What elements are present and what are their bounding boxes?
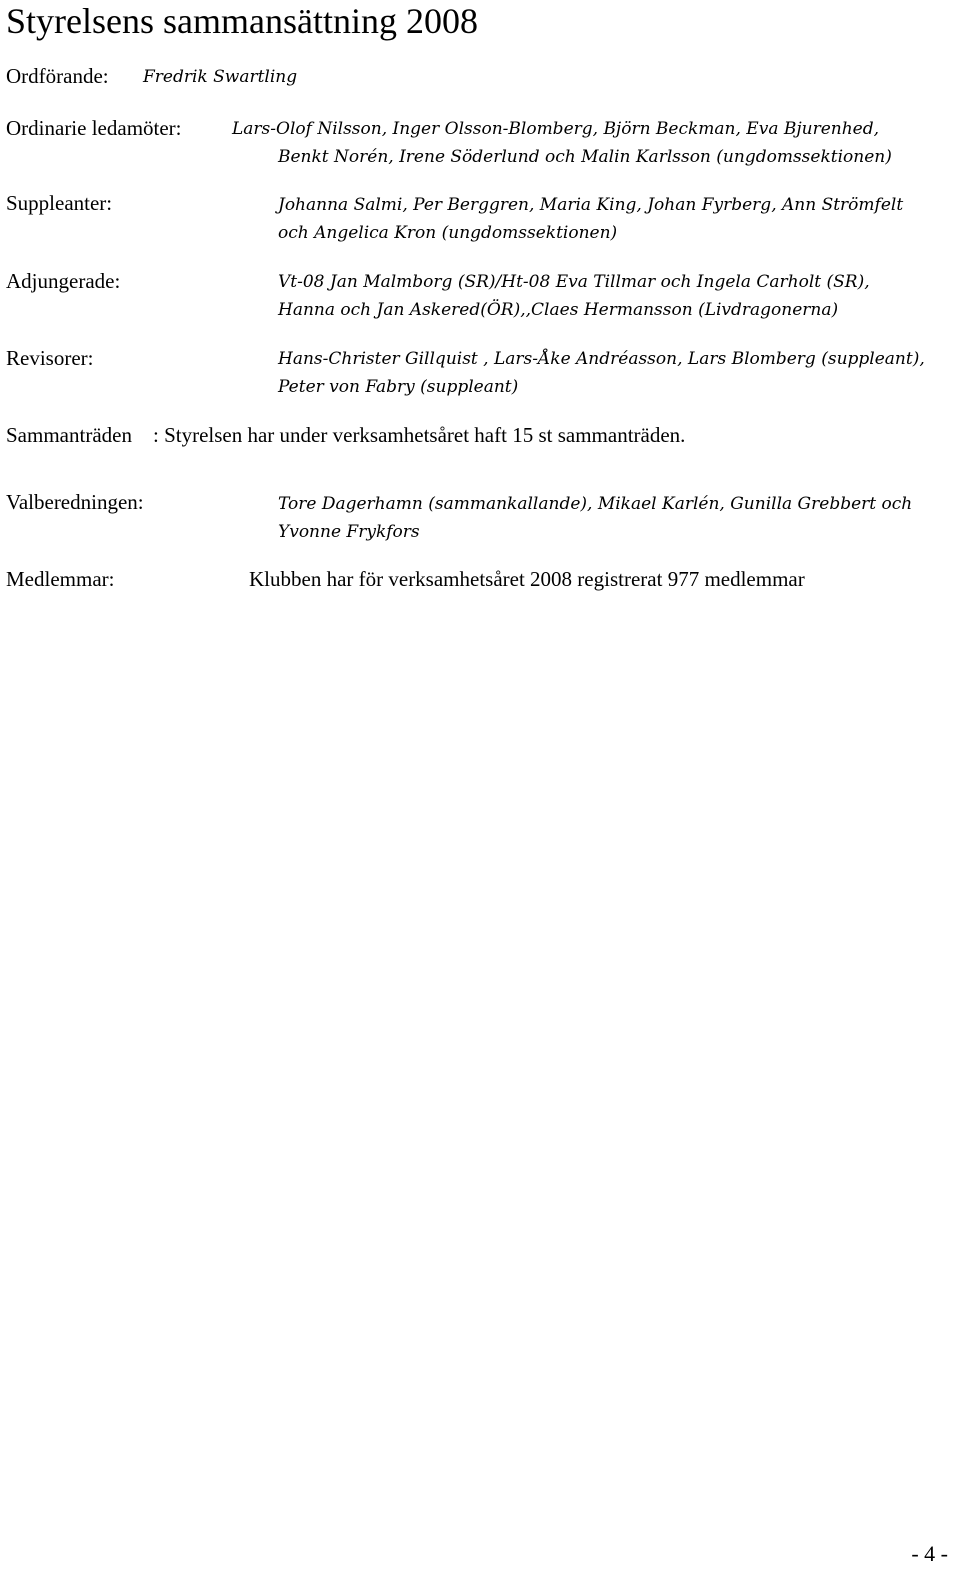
- ordinarie-label: Ordinarie ledamöter:: [6, 116, 182, 140]
- ordinarie-line-2: Benkt Norén, Irene Söderlund och Malin Karlsson (ungdomssektionen): [278, 147, 892, 167]
- suppleanter-line-1: Johanna Salmi, Per Berggren, Maria King, Johan Fyrberg, Ann Strömfelt: [278, 195, 904, 215]
- revisorer-label: Revisorer:: [6, 346, 94, 370]
- page-number: - 4 -: [911, 1541, 948, 1566]
- adjungerade-line-2: Hanna och Jan Askered(ÖR),,Claes Hermansson (Livdragonerna): [278, 300, 839, 320]
- valberedningen-label: Valberedningen:: [6, 490, 144, 514]
- medlemmar-text: Klubben har för verksamhetsåret 2008 registrerat: [249, 567, 668, 591]
- medlemmar-count: 977 medlemmar: [667, 567, 805, 591]
- adjungerade-label: Adjungerade:: [6, 269, 121, 293]
- adjungerade-line-1: Vt-08 Jan Malmborg (SR)/Ht-08 Eva Tillmar och Ingela Carholt (SR),: [278, 272, 870, 292]
- page-title: Styrelsens sammansättning 2008: [6, 1, 478, 41]
- sammantraden-label: Sammanträden: [6, 423, 132, 447]
- ordforande-label: Ordförande:: [6, 64, 109, 88]
- suppleanter-line-2: och Angelica Kron (ungdomssektionen): [278, 223, 618, 243]
- ordinarie-line-1: Lars-Olof Nilsson, Inger Olsson-Blomberg, Björn Beckman, Eva Bjurenhed,: [232, 119, 880, 139]
- medlemmar-line: [249, 565, 805, 593]
- revisorer-line-2: Peter von Fabry (suppleant): [278, 377, 519, 397]
- medlemmar-label: Medlemmar:: [6, 567, 115, 591]
- suppleanter-label: Suppleanter:: [6, 191, 113, 215]
- sammantraden-text: : Styrelsen har under verksamhetsåret haft 15 st sammanträden.: [153, 423, 686, 447]
- valberedningen-line-2: Yvonne Frykfors: [278, 522, 420, 542]
- valberedningen-line-1: Tore Dagerhamn (sammankallande), Mikael Karlén, Gunilla Grebbert och: [278, 494, 913, 514]
- revisorer-line-1: Hans-Christer Gillquist , Lars-Åke Andréasson, Lars Blomberg (suppleant),: [278, 349, 925, 369]
- ordforande-value: Fredrik Swartling: [143, 67, 298, 87]
